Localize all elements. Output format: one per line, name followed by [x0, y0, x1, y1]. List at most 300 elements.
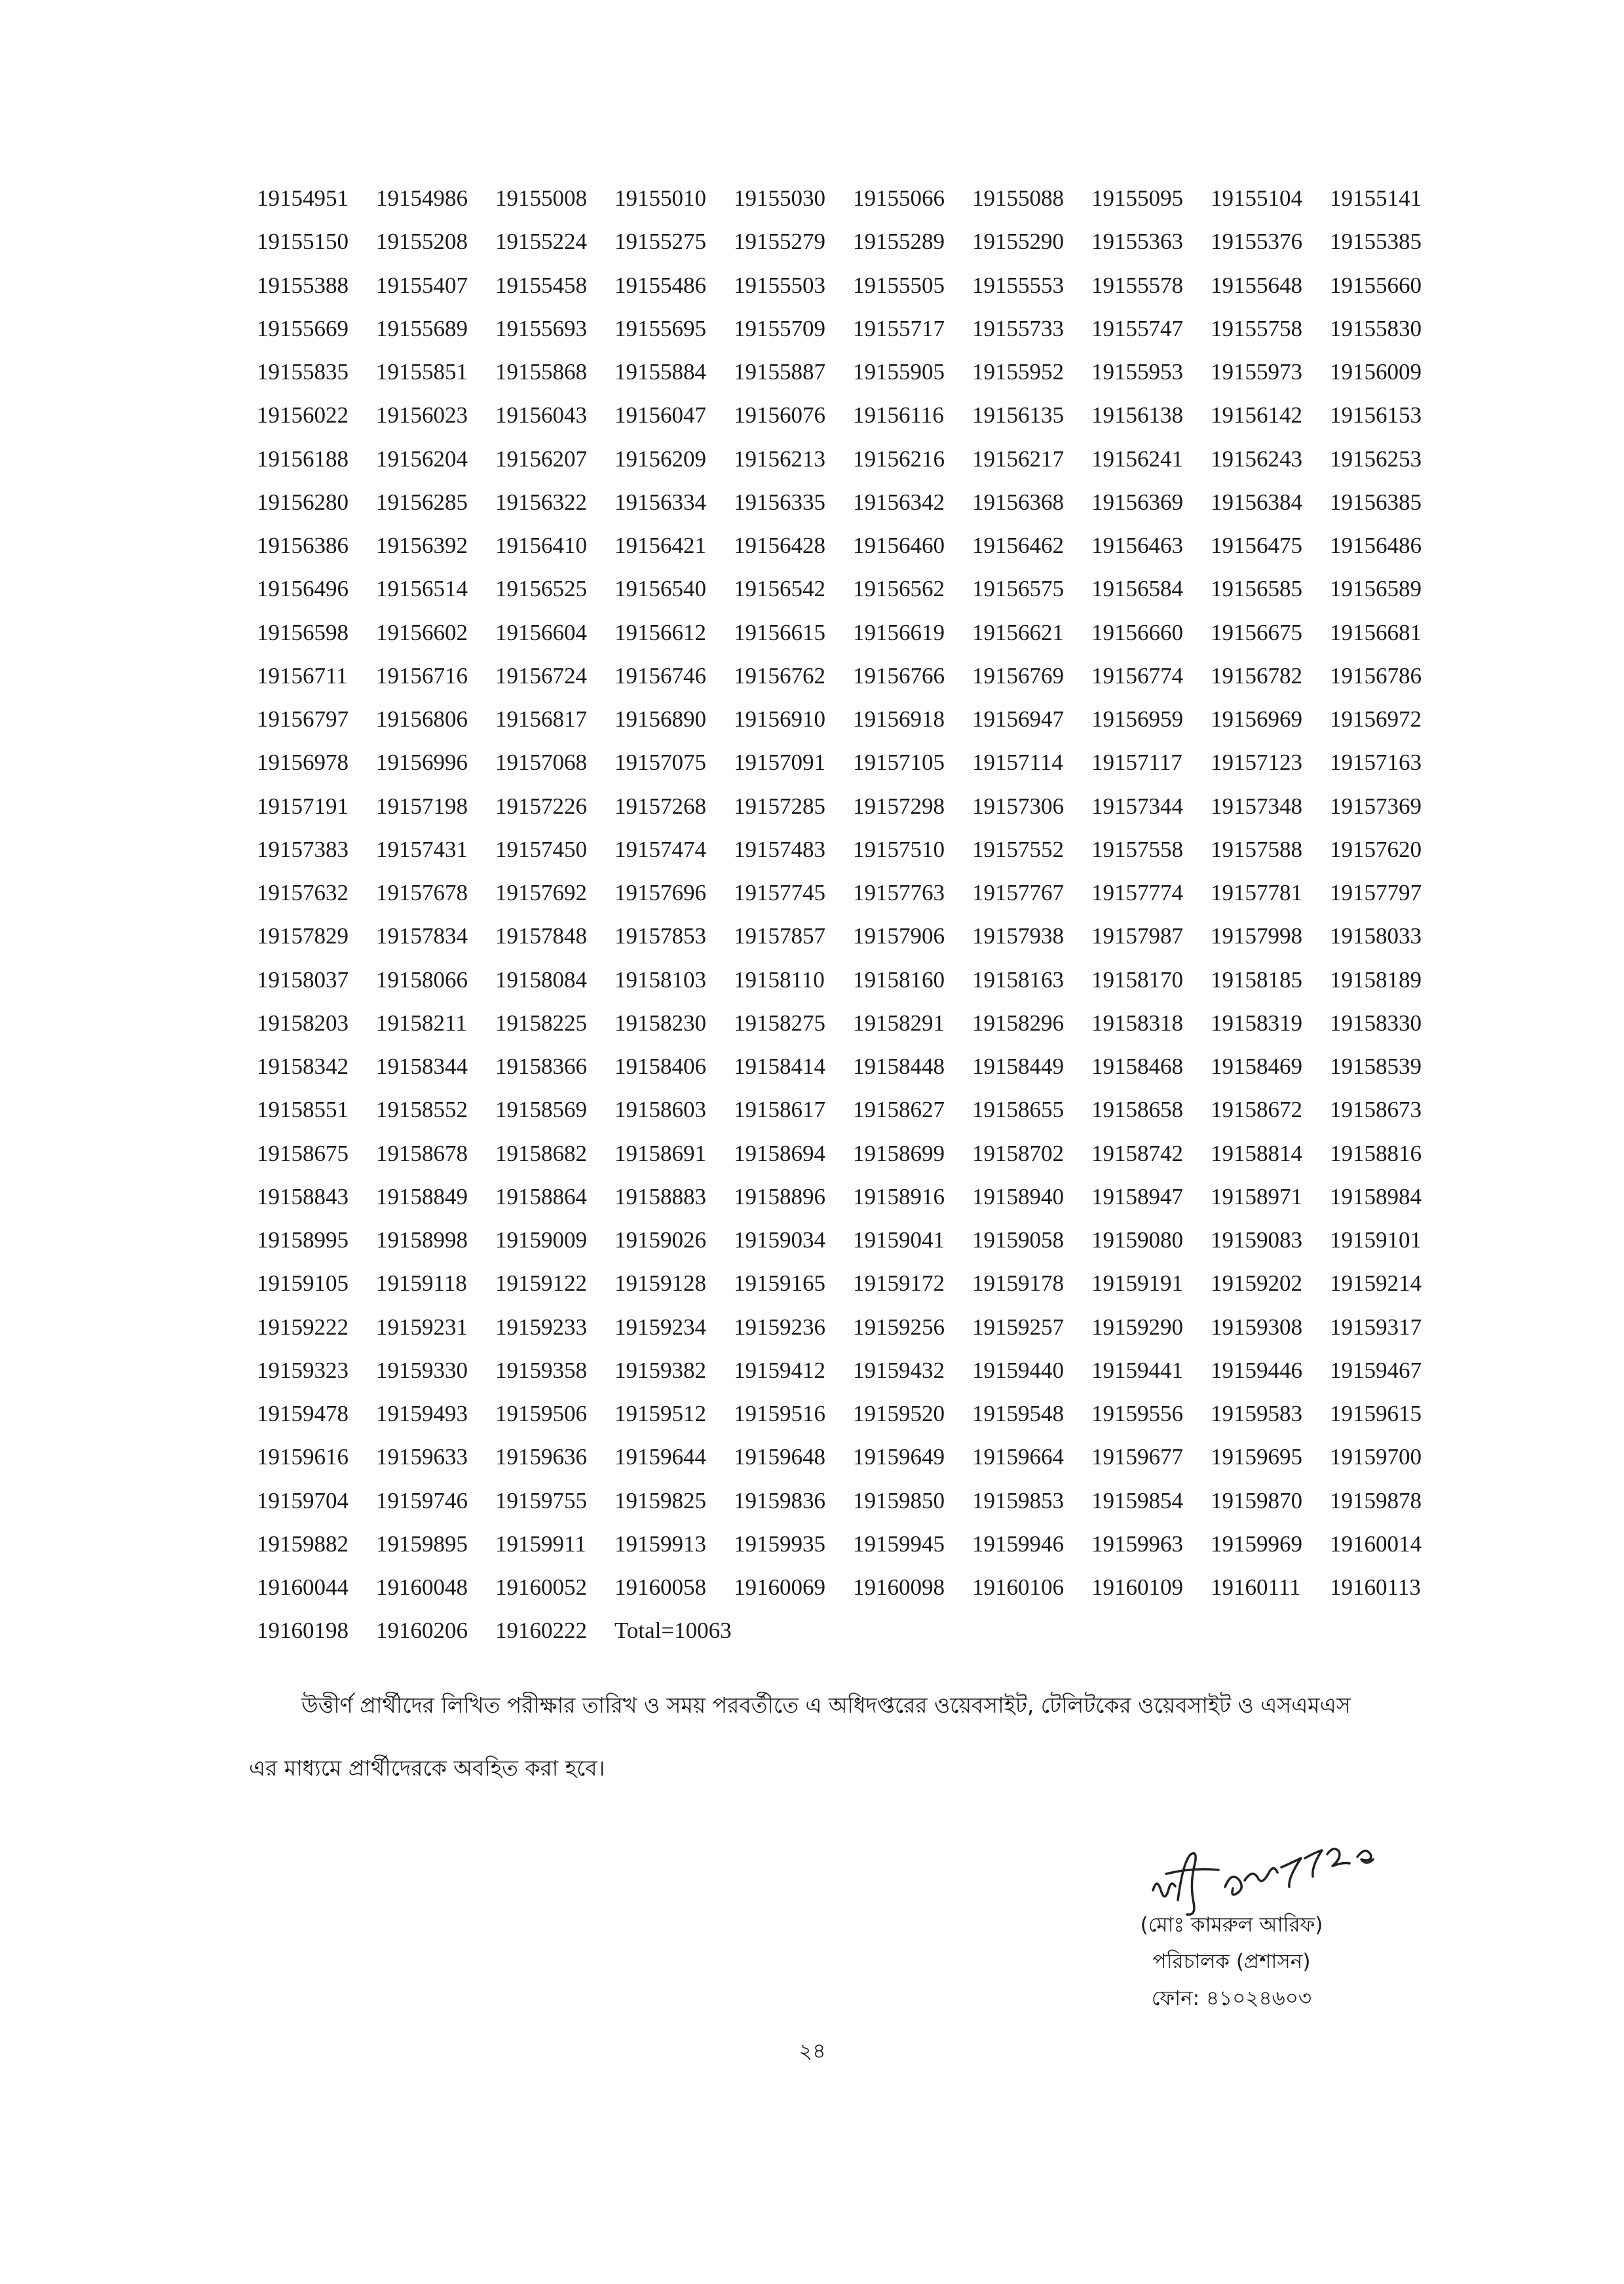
- roll-number-cell: 19159548: [972, 1401, 1064, 1427]
- page-number: ২৪: [799, 2038, 826, 2063]
- roll-number-cell: 19159493: [376, 1401, 468, 1427]
- roll-number-cell: 19158742: [1091, 1140, 1183, 1166]
- roll-number-cell: 19159583: [1211, 1401, 1302, 1427]
- roll-number-cell: 19159556: [1091, 1401, 1183, 1427]
- roll-number-cell: 19157588: [1211, 836, 1302, 862]
- roll-number-cell: 19159648: [734, 1444, 825, 1470]
- roll-number-cell: 19156817: [495, 706, 587, 733]
- roll-number-cell: 19156724: [495, 662, 587, 689]
- roll-number-cell: 19157829: [257, 923, 349, 949]
- roll-number-cell: 19156598: [257, 619, 349, 645]
- roll-number-cell: 19156486: [1330, 533, 1422, 559]
- roll-number-cell: 19156460: [853, 533, 945, 559]
- roll-number-cell: 19155458: [495, 272, 587, 298]
- roll-number-cell: 19158849: [376, 1183, 468, 1209]
- roll-number-cell: 19159233: [495, 1314, 587, 1340]
- roll-number-cell: 19156410: [495, 533, 587, 559]
- roll-number-row: [257, 1045, 1449, 1088]
- roll-number-cell: 19155486: [614, 272, 706, 298]
- roll-number-cell: 19160111: [1211, 1574, 1301, 1601]
- roll-number-cell: 19159913: [614, 1531, 706, 1557]
- roll-number-cell: 19159695: [1211, 1444, 1302, 1470]
- roll-number-cell: 19157510: [853, 836, 945, 862]
- roll-number-cell: 19156681: [1330, 619, 1422, 645]
- roll-number-row: [257, 785, 1449, 828]
- roll-number-cell: 19155095: [1091, 185, 1183, 212]
- roll-number-cell: 19158110: [734, 966, 825, 993]
- roll-number-row: [257, 611, 1449, 655]
- roll-number-cell: 19156216: [853, 446, 945, 472]
- roll-number-cell: 19155758: [1211, 315, 1302, 341]
- roll-number-cell: 19155503: [734, 272, 825, 298]
- roll-number-cell: 19155150: [257, 229, 349, 255]
- roll-number-cell: 19159231: [376, 1314, 468, 1340]
- roll-number-cell: 19158682: [495, 1140, 587, 1166]
- roll-number-cell: 19155830: [1330, 315, 1422, 341]
- signatory-name: (মোঃ কামরুল আরিফ): [1140, 1913, 1323, 1937]
- roll-number-cell: 19156217: [972, 446, 1064, 472]
- roll-number-cell: 19155008: [495, 185, 587, 212]
- roll-number-cell: 19157797: [1330, 880, 1422, 906]
- roll-number-cell: 19157117: [1091, 750, 1182, 776]
- roll-number-cell: 19159506: [495, 1401, 587, 1427]
- roll-number-cell: 19158170: [1091, 966, 1183, 993]
- roll-number-cell: 19159009: [495, 1227, 587, 1253]
- roll-number-cell: 19160206: [376, 1618, 468, 1644]
- roll-number-cell: 19158702: [972, 1140, 1064, 1166]
- roll-number-row: [257, 1002, 1449, 1045]
- roll-number-cell: 19158551: [257, 1097, 349, 1123]
- roll-number-cell: 19157696: [614, 880, 706, 906]
- roll-number-cell: 19157450: [495, 836, 587, 862]
- roll-number-cell: 19159911: [495, 1531, 586, 1557]
- roll-number-cell: 19158984: [1330, 1183, 1422, 1209]
- roll-number-cell: 19158449: [972, 1054, 1064, 1080]
- roll-number-cell: 19160198: [257, 1618, 349, 1644]
- signatory-block: [1061, 1907, 1402, 2017]
- roll-number-row: [257, 1479, 1449, 1523]
- roll-number-cell: 19157285: [734, 793, 825, 819]
- roll-number-cell: 19158406: [614, 1054, 706, 1080]
- roll-number-cell: 19156786: [1330, 662, 1422, 689]
- roll-number-cell: 19158655: [972, 1097, 1064, 1123]
- roll-number-cell: 19155887: [734, 359, 825, 385]
- roll-number-cell: 19158603: [614, 1097, 706, 1123]
- roll-number-cell: 19158225: [495, 1010, 587, 1036]
- roll-number-cell: 19158816: [1330, 1140, 1422, 1166]
- roll-number-cell: 19158033: [1330, 923, 1422, 949]
- roll-number-row: [257, 1219, 1449, 1262]
- roll-number-cell: 19158672: [1211, 1097, 1302, 1123]
- roll-number-cell: 19158691: [614, 1140, 706, 1166]
- roll-number-cell: 19157075: [614, 750, 706, 776]
- roll-number-cell: 19155275: [614, 229, 706, 255]
- roll-number-cell: 19156969: [1211, 706, 1302, 733]
- roll-number-cell: 19155669: [257, 315, 349, 341]
- roll-number-cell: 19155407: [376, 272, 468, 298]
- roll-number-cell: 19156959: [1091, 706, 1183, 733]
- roll-number-cell: 19156322: [495, 489, 587, 515]
- roll-number-cell: 19158066: [376, 966, 468, 993]
- roll-number-row: [257, 1175, 1449, 1219]
- roll-number-cell: 19157848: [495, 923, 587, 949]
- roll-number-cell: 19158673: [1330, 1097, 1422, 1123]
- roll-number-cell: 19158366: [495, 1054, 587, 1080]
- roll-number-cell: 19158230: [614, 1010, 706, 1036]
- roll-number-cell: 19156890: [614, 706, 706, 733]
- roll-number-cell: 19156243: [1211, 446, 1302, 472]
- roll-number-cell: 19156675: [1211, 619, 1302, 645]
- roll-number-cell: 19160222: [495, 1618, 587, 1644]
- roll-number-cell: 19155695: [614, 315, 706, 341]
- roll-number-cell: 19156188: [257, 446, 349, 472]
- roll-number-cell: 19160052: [495, 1574, 587, 1601]
- roll-number-row: [257, 1088, 1449, 1132]
- roll-number-cell: 19159935: [734, 1531, 825, 1557]
- roll-number-cell: 19156947: [972, 706, 1064, 733]
- roll-number-cell: 19155385: [1330, 229, 1422, 255]
- roll-number-cell: 19157745: [734, 880, 825, 906]
- roll-number-cell: 19157834: [376, 923, 468, 949]
- roll-number-row: [257, 828, 1449, 871]
- roll-number-cell: 19159478: [257, 1401, 349, 1427]
- roll-number-cell: 19157938: [972, 923, 1064, 949]
- roll-number-cell: 19156285: [376, 489, 468, 515]
- roll-number-cell: 19157483: [734, 836, 825, 862]
- roll-number-cell: 19157268: [614, 793, 706, 819]
- roll-number-row: [257, 264, 1449, 307]
- roll-number-cell: 19158694: [734, 1140, 825, 1166]
- roll-number-cell: 19158189: [1330, 966, 1422, 993]
- roll-number-cell: 19159412: [734, 1357, 825, 1383]
- roll-number-cell: 19156612: [614, 619, 706, 645]
- roll-number-cell: 19156207: [495, 446, 587, 472]
- roll-number-cell: 19159222: [257, 1314, 349, 1340]
- roll-number-row: [257, 1349, 1449, 1392]
- roll-number-cell: 19159026: [614, 1227, 706, 1253]
- roll-number-cell: 19156023: [376, 402, 468, 428]
- roll-number-cell: 19157558: [1091, 836, 1183, 862]
- roll-number-cell: 19156334: [614, 489, 706, 515]
- roll-number-cell: 19159633: [376, 1444, 468, 1470]
- roll-number-cell: 19155030: [734, 185, 825, 212]
- roll-number-cell: 19156716: [376, 662, 468, 689]
- roll-number-cell: 19159755: [495, 1487, 587, 1513]
- roll-number-cell: 19155208: [376, 229, 468, 255]
- roll-number-cell: 19155363: [1091, 229, 1183, 255]
- roll-number-cell: 19155648: [1211, 272, 1302, 298]
- roll-number-row: [257, 959, 1449, 1002]
- roll-number-cell: 19155553: [972, 272, 1064, 298]
- roll-number-cell: 19156589: [1330, 576, 1422, 602]
- roll-number-cell: 19159308: [1211, 1314, 1302, 1340]
- roll-number-cell: 19158883: [614, 1183, 706, 1209]
- roll-number-cell: 19155835: [257, 359, 349, 385]
- roll-number-cell: 19156562: [853, 576, 945, 602]
- roll-number-cell: 19158916: [853, 1183, 945, 1209]
- roll-number-cell: 19157998: [1211, 923, 1302, 949]
- roll-number-cell: 19158468: [1091, 1054, 1183, 1080]
- roll-number-cell: 19159101: [1330, 1227, 1422, 1253]
- roll-number-cell: 19159034: [734, 1227, 825, 1253]
- roll-number-cell: 19157105: [853, 750, 945, 776]
- roll-number-cell: 19155660: [1330, 272, 1422, 298]
- roll-number-row: [257, 567, 1449, 611]
- roll-number-row: [257, 1566, 1449, 1609]
- roll-number-cell: 19157620: [1330, 836, 1422, 862]
- roll-number-cell: 19157678: [376, 880, 468, 906]
- roll-number-cell: 19155953: [1091, 359, 1183, 385]
- roll-number-row: [257, 220, 1449, 263]
- roll-number-cell: 19156392: [376, 533, 468, 559]
- roll-number-cell: 19159330: [376, 1357, 468, 1383]
- roll-number-cell: 19159677: [1091, 1444, 1183, 1470]
- roll-number-cell: 19160014: [1330, 1531, 1422, 1557]
- roll-number-cell: 19158947: [1091, 1183, 1183, 1209]
- roll-number-cell: 19159516: [734, 1401, 825, 1427]
- roll-number-cell: 19157344: [1091, 793, 1183, 819]
- roll-number-cell: 19158185: [1211, 966, 1302, 993]
- roll-number-cell: 19158084: [495, 966, 587, 993]
- roll-number-cell: 19155141: [1330, 185, 1422, 212]
- roll-number-cell: 19155279: [734, 229, 825, 255]
- roll-number-cell: 19159836: [734, 1487, 825, 1513]
- roll-number-cell: 19157114: [972, 750, 1063, 776]
- roll-number-cell: 19156385: [1330, 489, 1422, 515]
- roll-number-cell: 19159202: [1211, 1270, 1302, 1297]
- roll-number-cell: 19158414: [734, 1054, 825, 1080]
- roll-number-cell: 19155010: [614, 185, 706, 212]
- roll-number-cell: 19156660: [1091, 619, 1183, 645]
- roll-number-cell: 19158675: [257, 1140, 349, 1166]
- roll-number-cell: 19159080: [1091, 1227, 1183, 1253]
- roll-number-cell: 19156575: [972, 576, 1064, 602]
- roll-number-cell: 19155709: [734, 315, 825, 341]
- roll-number-cell: 19158448: [853, 1054, 945, 1080]
- roll-number-cell: 19156615: [734, 619, 825, 645]
- roll-number-cell: 19157853: [614, 923, 706, 949]
- roll-number-cell: 19159041: [853, 1227, 945, 1253]
- roll-number-cell: 19156213: [734, 446, 825, 472]
- roll-number-row: [257, 524, 1449, 567]
- roll-number-cell: 19159636: [495, 1444, 587, 1470]
- roll-number-cell: 19156209: [614, 446, 706, 472]
- roll-number-cell: 19159178: [972, 1270, 1064, 1297]
- roll-number-cell: 19156514: [376, 576, 468, 602]
- roll-number-cell: 19155224: [495, 229, 587, 255]
- roll-number-cell: 19157774: [1091, 880, 1183, 906]
- roll-number-cell: 19160106: [972, 1574, 1064, 1601]
- roll-number-cell: 19156972: [1330, 706, 1422, 733]
- roll-number-cell: 19159850: [853, 1487, 945, 1513]
- roll-number-row: [257, 1132, 1449, 1175]
- roll-number-cell: 19156280: [257, 489, 349, 515]
- roll-number-row: [257, 871, 1449, 915]
- roll-number-cell: 19159882: [257, 1531, 349, 1557]
- roll-number-cell: 19158971: [1211, 1183, 1302, 1209]
- roll-number-cell: 19156996: [376, 750, 468, 776]
- roll-number-cell: 19156602: [376, 619, 468, 645]
- roll-number-cell: 19154951: [257, 185, 349, 212]
- roll-number-row: [257, 307, 1449, 351]
- roll-number-cell: 19155689: [376, 315, 468, 341]
- roll-number-cell: 19155578: [1091, 272, 1183, 298]
- roll-number-cell: 19157474: [614, 836, 706, 862]
- roll-number-row: [257, 698, 1449, 741]
- roll-number-cell: 19159236: [734, 1314, 825, 1340]
- roll-number-cell: 19157632: [257, 880, 349, 906]
- roll-number-cell: 19158344: [376, 1054, 468, 1080]
- roll-number-cell: 19156782: [1211, 662, 1302, 689]
- roll-number-cell: 19156463: [1091, 533, 1183, 559]
- roll-number-cell: 19155066: [853, 185, 945, 212]
- roll-number-cell: 19159382: [614, 1357, 706, 1383]
- roll-number-row: [257, 1523, 1449, 1566]
- roll-number-cell: 19158864: [495, 1183, 587, 1209]
- roll-number-cell: 19157369: [1330, 793, 1422, 819]
- roll-number-cell: 19159323: [257, 1357, 349, 1383]
- roll-number-cell: 19158658: [1091, 1097, 1183, 1123]
- roll-number-cell: 19157763: [853, 880, 945, 906]
- roll-number-cell: 19158211: [376, 1010, 467, 1036]
- roll-number-cell: 19159440: [972, 1357, 1064, 1383]
- roll-number-cell: 19155290: [972, 229, 1064, 255]
- roll-number-cell: 19159644: [614, 1444, 706, 1470]
- roll-number-cell: 19157987: [1091, 923, 1183, 949]
- roll-number-cell: 19156116: [853, 402, 944, 428]
- roll-number-cell: 19155747: [1091, 315, 1183, 341]
- roll-number-cell: 19158617: [734, 1097, 825, 1123]
- roll-number-cell: 19158163: [972, 966, 1064, 993]
- roll-number-cell: 19156043: [495, 402, 587, 428]
- roll-number-cell: 19156386: [257, 533, 349, 559]
- roll-number-cell: 19158296: [972, 1010, 1064, 1036]
- roll-number-cell: 19156525: [495, 576, 587, 602]
- roll-number-cell: 19159122: [495, 1270, 587, 1297]
- roll-number-cell: 19159234: [614, 1314, 706, 1340]
- roll-number-cell: 19158995: [257, 1227, 349, 1253]
- roll-number-cell: 19158037: [257, 966, 349, 993]
- roll-number-cell: 19160098: [853, 1574, 945, 1601]
- roll-number-cell: 19155905: [853, 359, 945, 385]
- roll-number-cell: 19155733: [972, 315, 1064, 341]
- roll-number-cell: 19159165: [734, 1270, 825, 1297]
- roll-number-cell: 19156619: [853, 619, 945, 645]
- roll-number-cell: 19158330: [1330, 1010, 1422, 1036]
- roll-number-cell: 19159214: [1330, 1270, 1422, 1297]
- roll-number-cell: 19156496: [257, 576, 349, 602]
- roll-number-cell: 19157383: [257, 836, 349, 862]
- roll-number-cell: 19156153: [1330, 402, 1422, 428]
- notice-line-1: উত্তীর্ণ প্রার্থীদের লিখিত পরীক্ষার তারিখ ও সময় পরবর্তীতে এ অধিদপ্তরের ওয়েবসাইট, টেলিটকের ওয়েবসাইট ও এসএমএস: [301, 1692, 1351, 1718]
- roll-number-cell: 19158160: [853, 966, 945, 993]
- roll-number-cell: 19157226: [495, 793, 587, 819]
- roll-number-cell: 19156762: [734, 662, 825, 689]
- roll-number-cell: 19157552: [972, 836, 1064, 862]
- signatory-phone: ফোন: ৪১০২৪৬০৩: [1151, 1987, 1312, 2010]
- roll-number-cell: 19156022: [257, 402, 349, 428]
- roll-number-cell: 19158275: [734, 1010, 825, 1036]
- roll-number-cell: 19156369: [1091, 489, 1183, 515]
- roll-number-cell: 19157123: [1211, 750, 1302, 776]
- roll-number-row: [257, 1262, 1449, 1305]
- roll-number-cell: 19159317: [1330, 1314, 1422, 1340]
- roll-number-cell: 19158998: [376, 1227, 468, 1253]
- roll-number-cell: 19159058: [972, 1227, 1064, 1253]
- roll-number-cell: 19156421: [614, 533, 706, 559]
- roll-number-cell: 19158291: [853, 1010, 945, 1036]
- roll-number-cell: 19155388: [257, 272, 349, 298]
- roll-number-cell: 19158940: [972, 1183, 1064, 1209]
- roll-number-row: [257, 1436, 1449, 1479]
- roll-number-cell: 19156766: [853, 662, 945, 689]
- roll-number-cell: 19158469: [1211, 1054, 1302, 1080]
- roll-number-cell: 19159256: [853, 1314, 945, 1340]
- roll-number-cell: 19159746: [376, 1487, 468, 1513]
- roll-number-cell: 19156335: [734, 489, 825, 515]
- roll-number-row: [257, 177, 1449, 220]
- roll-number-cell: 19159825: [614, 1487, 706, 1513]
- roll-number-row: [257, 351, 1449, 394]
- roll-number-cell: 19159446: [1211, 1357, 1302, 1383]
- roll-number-cell: 19155952: [972, 359, 1064, 385]
- roll-number-cell: 19155376: [1211, 229, 1302, 255]
- roll-number-cell: 19156076: [734, 402, 825, 428]
- roll-number-cell: 19158814: [1211, 1140, 1302, 1166]
- roll-number-cell: 19158699: [853, 1140, 945, 1166]
- roll-number-cell: 19156475: [1211, 533, 1302, 559]
- roll-number-cell: 19159118: [376, 1270, 467, 1297]
- roll-number-cell: 19156585: [1211, 576, 1302, 602]
- roll-number-cell: 19156462: [972, 533, 1064, 559]
- roll-number-table: [257, 177, 1449, 1653]
- roll-number-cell: 19160069: [734, 1574, 825, 1601]
- roll-number-row: [257, 1306, 1449, 1349]
- roll-number-cell: 19157298: [853, 793, 945, 819]
- roll-number-cell: 19159615: [1330, 1401, 1422, 1427]
- roll-number-cell: 19159290: [1091, 1314, 1183, 1340]
- roll-number-cell: 19157348: [1211, 793, 1302, 819]
- roll-number-cell: 19160044: [257, 1574, 349, 1601]
- roll-number-cell: 19159946: [972, 1531, 1064, 1557]
- roll-number-cell: 19159128: [614, 1270, 706, 1297]
- roll-number-cell: 19157781: [1211, 880, 1302, 906]
- roll-number-row: [257, 655, 1449, 698]
- roll-number-cell: 19157306: [972, 793, 1064, 819]
- roll-number-cell: 19157163: [1330, 750, 1422, 776]
- roll-number-cell: 19155088: [972, 185, 1064, 212]
- roll-number-cell: 19155717: [853, 315, 945, 341]
- roll-number-cell: 19155505: [853, 272, 945, 298]
- roll-number-cell: 19158203: [257, 1010, 349, 1036]
- signatory-designation: পরিচালক (প্রশাসন): [1152, 1950, 1311, 1973]
- roll-number-cell: 19159649: [853, 1444, 945, 1470]
- roll-number-cell: 19156540: [614, 576, 706, 602]
- roll-number-cell: 19157857: [734, 923, 825, 949]
- roll-number-cell: 19157068: [495, 750, 587, 776]
- roll-number-cell: 19159467: [1330, 1357, 1422, 1383]
- roll-number-cell: 19159358: [495, 1357, 587, 1383]
- roll-number-cell: 19159963: [1091, 1531, 1183, 1557]
- roll-number-cell: 19157191: [257, 793, 349, 819]
- roll-number-row: [257, 438, 1449, 481]
- roll-number-cell: 19158569: [495, 1097, 587, 1123]
- roll-number-cell: 19159441: [1091, 1357, 1183, 1383]
- roll-number-cell: 19160058: [614, 1574, 706, 1601]
- roll-number-cell: 19159512: [614, 1401, 706, 1427]
- roll-number-cell: 19158342: [257, 1054, 349, 1080]
- roll-number-cell: 19156604: [495, 619, 587, 645]
